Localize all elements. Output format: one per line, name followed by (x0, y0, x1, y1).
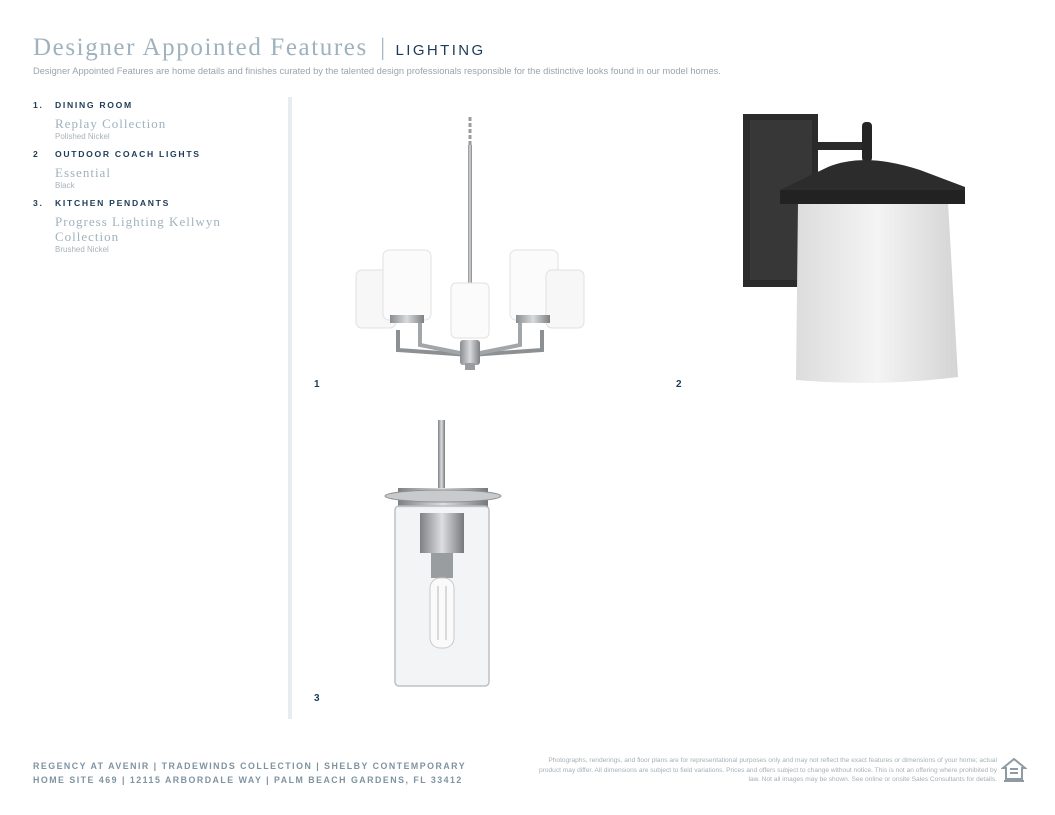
pendant-light-icon (380, 418, 505, 693)
footer-community: REGENCY AT AVENIR | TRADEWINDS COLLECTION | SHELBY CONTEMPORARY (33, 761, 467, 771)
feature-finish: Polished Nickel (55, 132, 110, 141)
footer-disclaimer: Photographs, renderings, and floor plans are for representational purposes only and may not reflect the exact features or dimensions of your home; actual product may differ. All dimensions are subject to field variations. Prices and offers subject to change without notice. This is not an offering where prohibited by law. Not all images may be shown. See online or onsite Sales Consultants for details. (538, 757, 997, 783)
feature-name: Replay Collection (55, 116, 167, 131)
page-header (33, 34, 486, 62)
wall-lantern-icon (740, 112, 972, 387)
image-label: 1 (314, 379, 320, 390)
feature-number: 2 (33, 149, 40, 159)
feature-finish: Black (55, 181, 75, 190)
feature-item (33, 149, 283, 190)
page-description: Designer Appointed Features are home details and finishes curated by the talented design professionals responsible for the distinctive looks found in our model homes. (33, 66, 721, 76)
feature-number: 3. (33, 198, 44, 208)
feature-finish: Brushed Nickel (55, 245, 109, 254)
equal-housing-opportunity-icon (1001, 757, 1027, 788)
feature-item (33, 100, 283, 141)
feature-name: Progress Lighting Kellwyn Collection (55, 214, 221, 244)
footer-homesite: HOME SITE 469 | 12115 ARBORDALE WAY | PALM BEACH GARDENS, FL 33412 (33, 775, 463, 785)
image-label: 2 (676, 379, 682, 390)
footer-address (33, 759, 466, 787)
chandelier-icon (350, 115, 590, 375)
feature-item (33, 198, 283, 254)
feature-category: OUTDOOR COACH LIGHTS (55, 149, 201, 159)
image-label: 3 (314, 693, 320, 704)
feature-list (33, 100, 283, 262)
page-subtitle: LIGHTING (395, 42, 486, 59)
page-title: Designer Appointed Features (33, 34, 368, 61)
feature-category: DINING ROOM (55, 100, 133, 110)
feature-name: Essential (55, 165, 111, 180)
feature-number: 1. (33, 100, 44, 110)
column-divider (288, 97, 292, 719)
feature-category: KITCHEN PENDANTS (55, 198, 171, 208)
title-separator: | (380, 35, 386, 61)
